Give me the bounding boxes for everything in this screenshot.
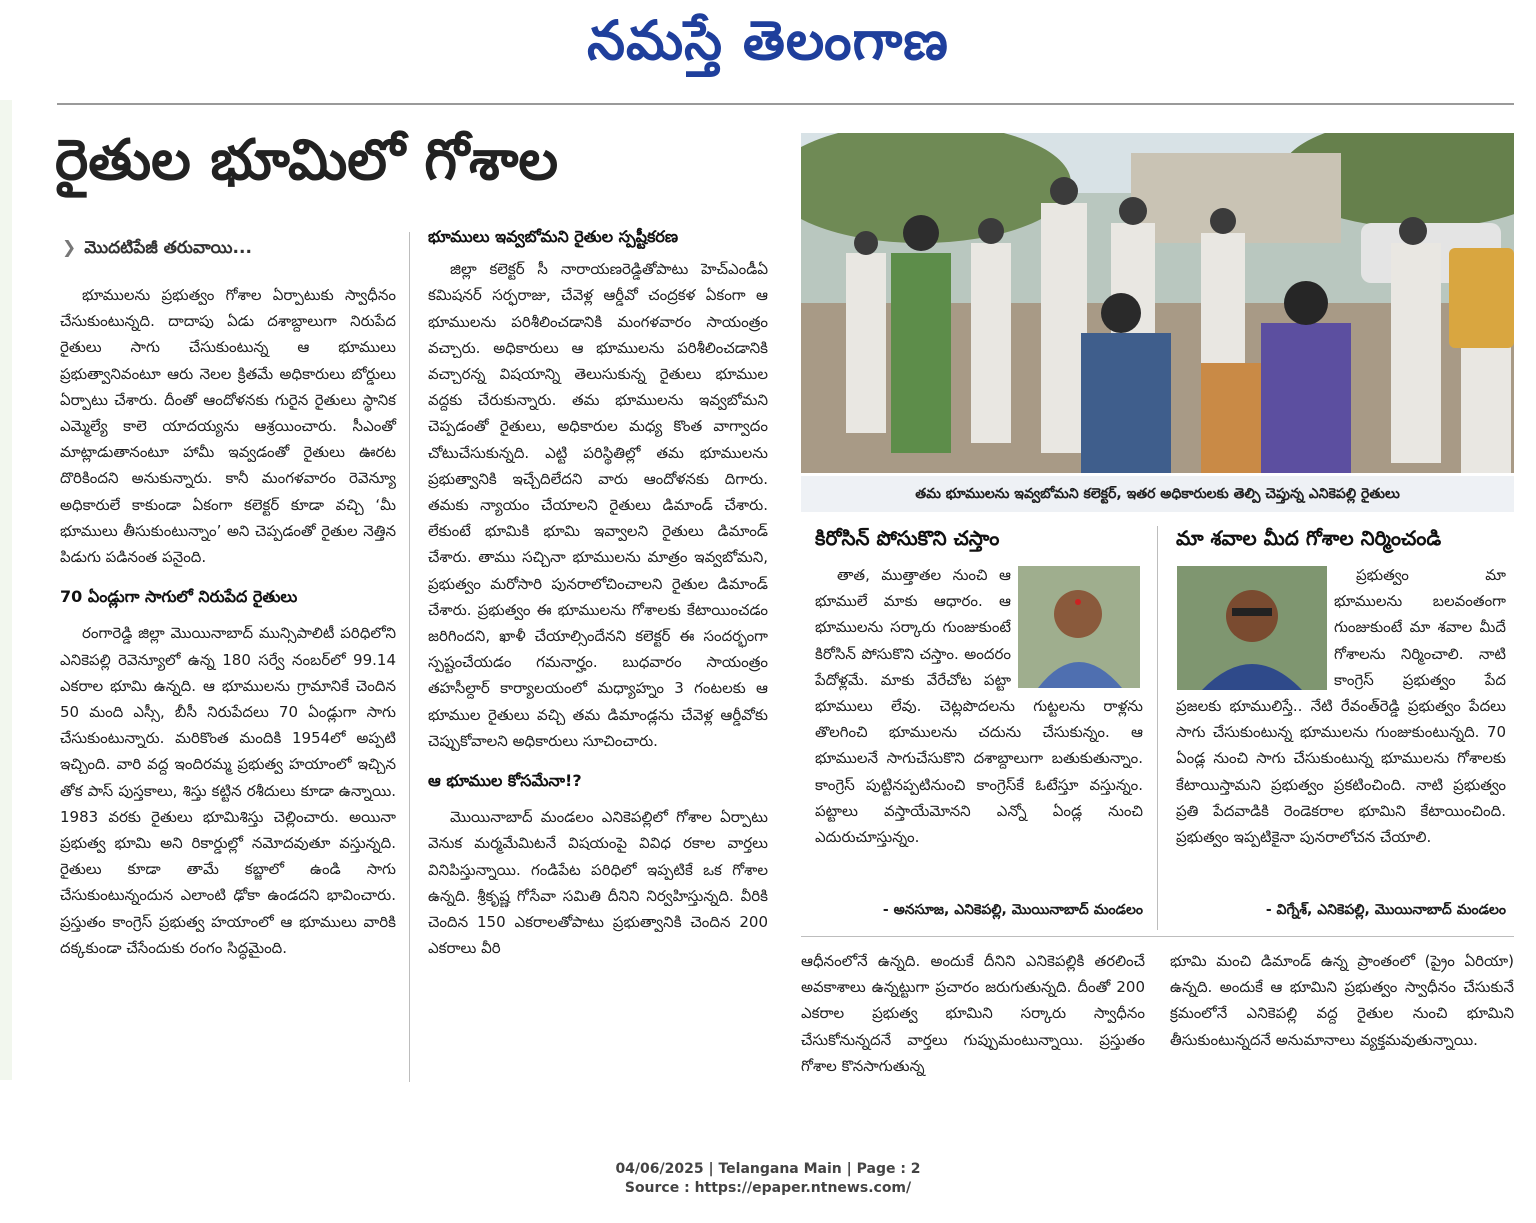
col2-subheading-1: భూములు ఇవ్వబోమని రైతుల స్పష్టీకరణ [428,227,679,246]
box1-text: తాత, ముత్తాతల నుంచి ఆ భూములే మాకు ఆధారం. ఆ భూములను సర్కారు గుంజుకుంటే కిరోసిన్ పోసుకొని చస్తాం. అందరం పేదోళ్లమే. మాకు వేరేచోట పట్టా భూములు లేవు. చెట్లపొదలను గుట్టలను రాళ్లను తొలగించి భూములను చదును చేసుకున్నం. ఆ భూములనే సాగుచేసుకొని దశాబ్దాలుగా బతుకుతున్నాం. కాంగ్రెస్ పుట్టినప్పటినుంచి కాంగ్రెస్‌కే ఓటేస్తూ వస్తున్నం. పట్టాలు వస్తాయేమోనని ఎన్నో ఏండ్ల నుంచి ఎదురుచూస్తున్నం. [815,566,1143,847]
article-column-2 [428,224,768,961]
kicker-text: మొదటిపేజీ తరువాయి... [84,238,252,258]
col2-paragraph-1: జిల్లా కలెక్టర్ సీ నారాయణరెడ్డితోపాటు హెచ్‌ఎండీఏ కమిషనర్ సర్ఫరాజు, చేవెళ్ల ఆర్డీవో చంద్రకళ ఏకంగా ఆ భూములను పరిశీలించడానికి మంగళవారం సాయంత్రం వచ్చారు. అధికారులు ఆ భూములను పరిశీలించడానికి వచ్చారన్న విషయాన్ని తెలుసుకున్న రైతులు భూముల వద్దకు చేరుకున్నారు. తమ భూములను ఇవ్వబోమని చెప్పడంతో రైతులు, అధికారుల మధ్య కొంత వాగ్వాదం చోటుచేసుకున్నది. ఎట్టి పరిస్థితిల్లో తమ భూములను ప్రభుత్వానికి ఇచ్చేదిలేదని వారు ఆందోళనకు దిగారు. తమకు న్యాయం చేయాలని రైతులు డిమాండ్ చేశారు. లేకుంటే భూమికి భూమి ఇవ్వాలని రైతులు డిమాండ్ చేశారు. తాము సచ్చినా భూములను మాత్రం ఇవ్వబోమని, ప్రభుత్వం మరోసారి పునరాలోచించాలని రైతుల డిమాండ్ చేశారు. ప్రభుత్వం ఈ భూములను గోశాలకు కేటాయించడం జరిగిందని, ఖాళీ చేయాల్సిందేనని కలెక్టర్ ఈ సందర్భంగా స్పష్టంచేయడం గమనార్హం. బుధవారం సాయంత్రం తహసీల్దార్ కార్యాలయంలో మధ్యాహ్నం 3 గంటలకు ఆ భూముల రైతులు వచ్చి తమ డిమాండ్లను చేవెళ్ల ఆర్డీవోకు చెప్పుకోవాలని అధికారులు సూచించారు. [428,260,768,750]
footer-date-edition: 04/06/2025 | Telangana Main | Page : 2 [615,1161,921,1177]
col1-subheading: 70 ఏండ్లుగా సాగులో నిరుపేద రైతులు [60,587,298,607]
page-margin-strip [0,100,12,1080]
col1-paragraph-1: భూములను ప్రభుత్వం గోశాల ఏర్పాటుకు స్వాధీనం చేసుకుంటున్నది. దాదాపు ఏడు దశాబ్దాలుగా నిరుపేద రైతులు సాగు చేసుకుంటున్న ఆ భూములు ప్రభుత్వానివంటూ ఆరు నెలల క్రితమే అధికారులు బోర్డులు ఏర్పాటు చేశారు. దీంతో ఆందోళనకు గురైన రైతులు స్థానిక ఎమ్మెల్యే కాలె యాదయ్యను ఆశ్రయించారు. సీఎంతో మాట్లాడుతానంటూ హామీ ఇవ్వడంతో రైతులు ఊరట దొరికిందని అనుకున్నారు. కానీ మంగళవారం రెవెన్యూ అధికారులే కాకుండా ఏకంగా కలెక్టర్ కూడా వచ్చి ‘మీ భూములు తీసుకుంటున్నాం’ అని చెప్పడంతో రైతుల నెత్తిన పిడుగు పడినంత పనైంది. [60,286,396,567]
box2-byline: - విగ్నేశ్, ఎనికెపల్లి, మొయినాబాద్ మండలం [1265,902,1506,918]
masthead-rule [57,103,1514,105]
article-column-1 [60,282,396,961]
col3-text: ఆధీనంలోనే ఉన్నది. అందుకే దీనిని ఎనికెపల్లికి తరలించే అవకాశాలు ఉన్నట్టుగా ప్రచారం జరుగుతున్నది. దీంతో 200 ఎకరాల ప్రభుత్వ భూమిని సర్కారు స్వాధీనం చేసుకోనున్నదనే వార్తలు గుప్పుమంటున్నాయి. ప్రస్తుతం గోశాల కొనసాగుతున్న [801,952,1145,1075]
continuation-kicker [62,238,252,262]
article-column-4-continued [1170,948,1514,1053]
col1-paragraph-2: రంగారెడ్డి జిల్లా మొయినాబాద్ మున్సిపాలిటీ పరిధిలోని ఎనికెపల్లి రెవెన్యూలో ఉన్న 180 సర్వే నంబర్‌లో 99.14 ఎకరాల భూమి ఉన్నది. ఆ భూములను గ్రామానికే చెందిన 50 మంది ఎస్సీ, బీసీ నిరుపేదలు 70 ఏండ్లుగా సాగు చేసుకుంటున్నారు. మరికొంత మందికి 1954లో అప్పటి ఇచ్చింది. వారి వద్ద ఇందిరమ్మ ప్రభుత్వ హయాంలో ఇచ్చిన తోక పాస్ పుస్తకాలు, శిస్తు కట్టిన రశీదులు కూడా ఉన్నాయి. 1983 వరకు రైతులు భూమిశిస్తు చెల్లించారు. అయినా ప్రభుత్వ భూమి అని రికార్డుల్లో నమోదవుతూ వస్తున్నది. రైతులు కూడా తామే కబ్జాలో ఉండి సాగు చేసుకుంటున్నందున ఎలాంటి ఢోకా ఉండదని భావించారు. ప్రస్తుతం కాంగ్రెస్ ప్రభుత్వ హయాంలో ఆ భూములు వారికి దక్కకుండా చేసేందుకు రంగం సిద్ధమైంది. [60,624,396,957]
footer-source: Source : https://epaper.ntnews.com/ [624,1180,912,1196]
col2-paragraph-2: మొయినాబాద్ మండలం ఎనికెపల్లిలో గోశాల ఏర్పాటు వెనుక మర్మమేమిటనే విషయంపై వివిధ రకాల వార్తలు వినిపిస్తున్నాయి. గండిపేట పరిధిలో ఇప్పటికే ఒక గోశాల ఉన్నది. శ్రీకృష్ణ గోసేవా సమితి దీనిని నిర్వహిస్తున్నది. వీరికి చెందిన 150 ఎకరాలతోపాటు ప్రభుత్వానికి చెందిన 200 ఎకరాలు వీరి [428,808,768,958]
box1-byline: - అనసూజ, ఎనికెపల్లి, మొయినాబాద్ మండలం [882,902,1143,918]
farmers-meeting-photo [801,133,1514,473]
article-column-3-continued [801,948,1145,1079]
portrait-spacer [1011,562,1143,688]
box-divider [1157,526,1158,930]
newspaper-masthead: నమస్తే తెలంగాణ [587,8,949,72]
photo-illustration [801,133,1514,473]
box2-title: మా శవాల మీద గోశాల నిర్మించండి [1176,526,1442,550]
page-footer [0,1160,1536,1198]
box2-text: ప్రభుత్వం మా భూములను బలవంతంగా గుంజుకుంటే మా శవాల మీదే గోశాలను నిర్మించాలి. నాటి కాంగ్రెస్ ప్రభుత్వం పేద ప్రజలకు భూములిస్తే.. నేటి రేవంత్‌రెడ్డి ప్రభుత్వం పేదలు సాగు చేసుకుంటున్న భూములను గుంజుకుంటున్నది. 70 ఏండ్ల నుంచి సాగు చేసుకుంటున్న భూములను గోశాలకు కేటాయిస్తామని ప్రభుత్వం ప్రకటించింది. నాటి ప్రభుత్వం ప్రతి పేదవాడికి రెండెకరాల భూమిని కేటాయించింది. ప్రభుత్వం ఇప్పటికైనా పునరాలోచన చేయాలి. [1176,566,1506,847]
box-bottom-rule [801,936,1514,937]
chevron-right-icon: ❯ [62,238,77,258]
box1-body [815,562,1143,850]
col2-subheading-2: ఆ భూముల కోసమేనా!? [428,771,582,791]
box2-body [1176,562,1506,850]
box1-title: కిరోసిన్ పోసుకొని చస్తాం [815,526,1000,550]
col4-text: భూమి మంచి డిమాండ్ ఉన్న ప్రాంతంలో (ప్రైం ఏరియా) ఉన్నది. అందుకే ఆ భూమిని ప్రభుత్వం స్వాధీనం చేసుకునే క్రమంలోనే ఎనికెపల్లి వద్ద రైతుల నుంచి భూమిని తీసుకుంటున్నదనే అనుమానాలు వ్యక్తమవుతున్నాయి. [1170,952,1514,1049]
portrait-spacer-2 [1176,562,1334,690]
article-headline: రైతుల భూమిలో గోశాల [55,128,559,193]
photo-caption: తమ భూములను ఇవ్వబోమని కలెక్టర్, ఇతర అధికారులకు తెల్పి చెప్తున్న ఎనికెపల్లి రైతులు [801,476,1514,512]
column-divider [409,232,410,1082]
